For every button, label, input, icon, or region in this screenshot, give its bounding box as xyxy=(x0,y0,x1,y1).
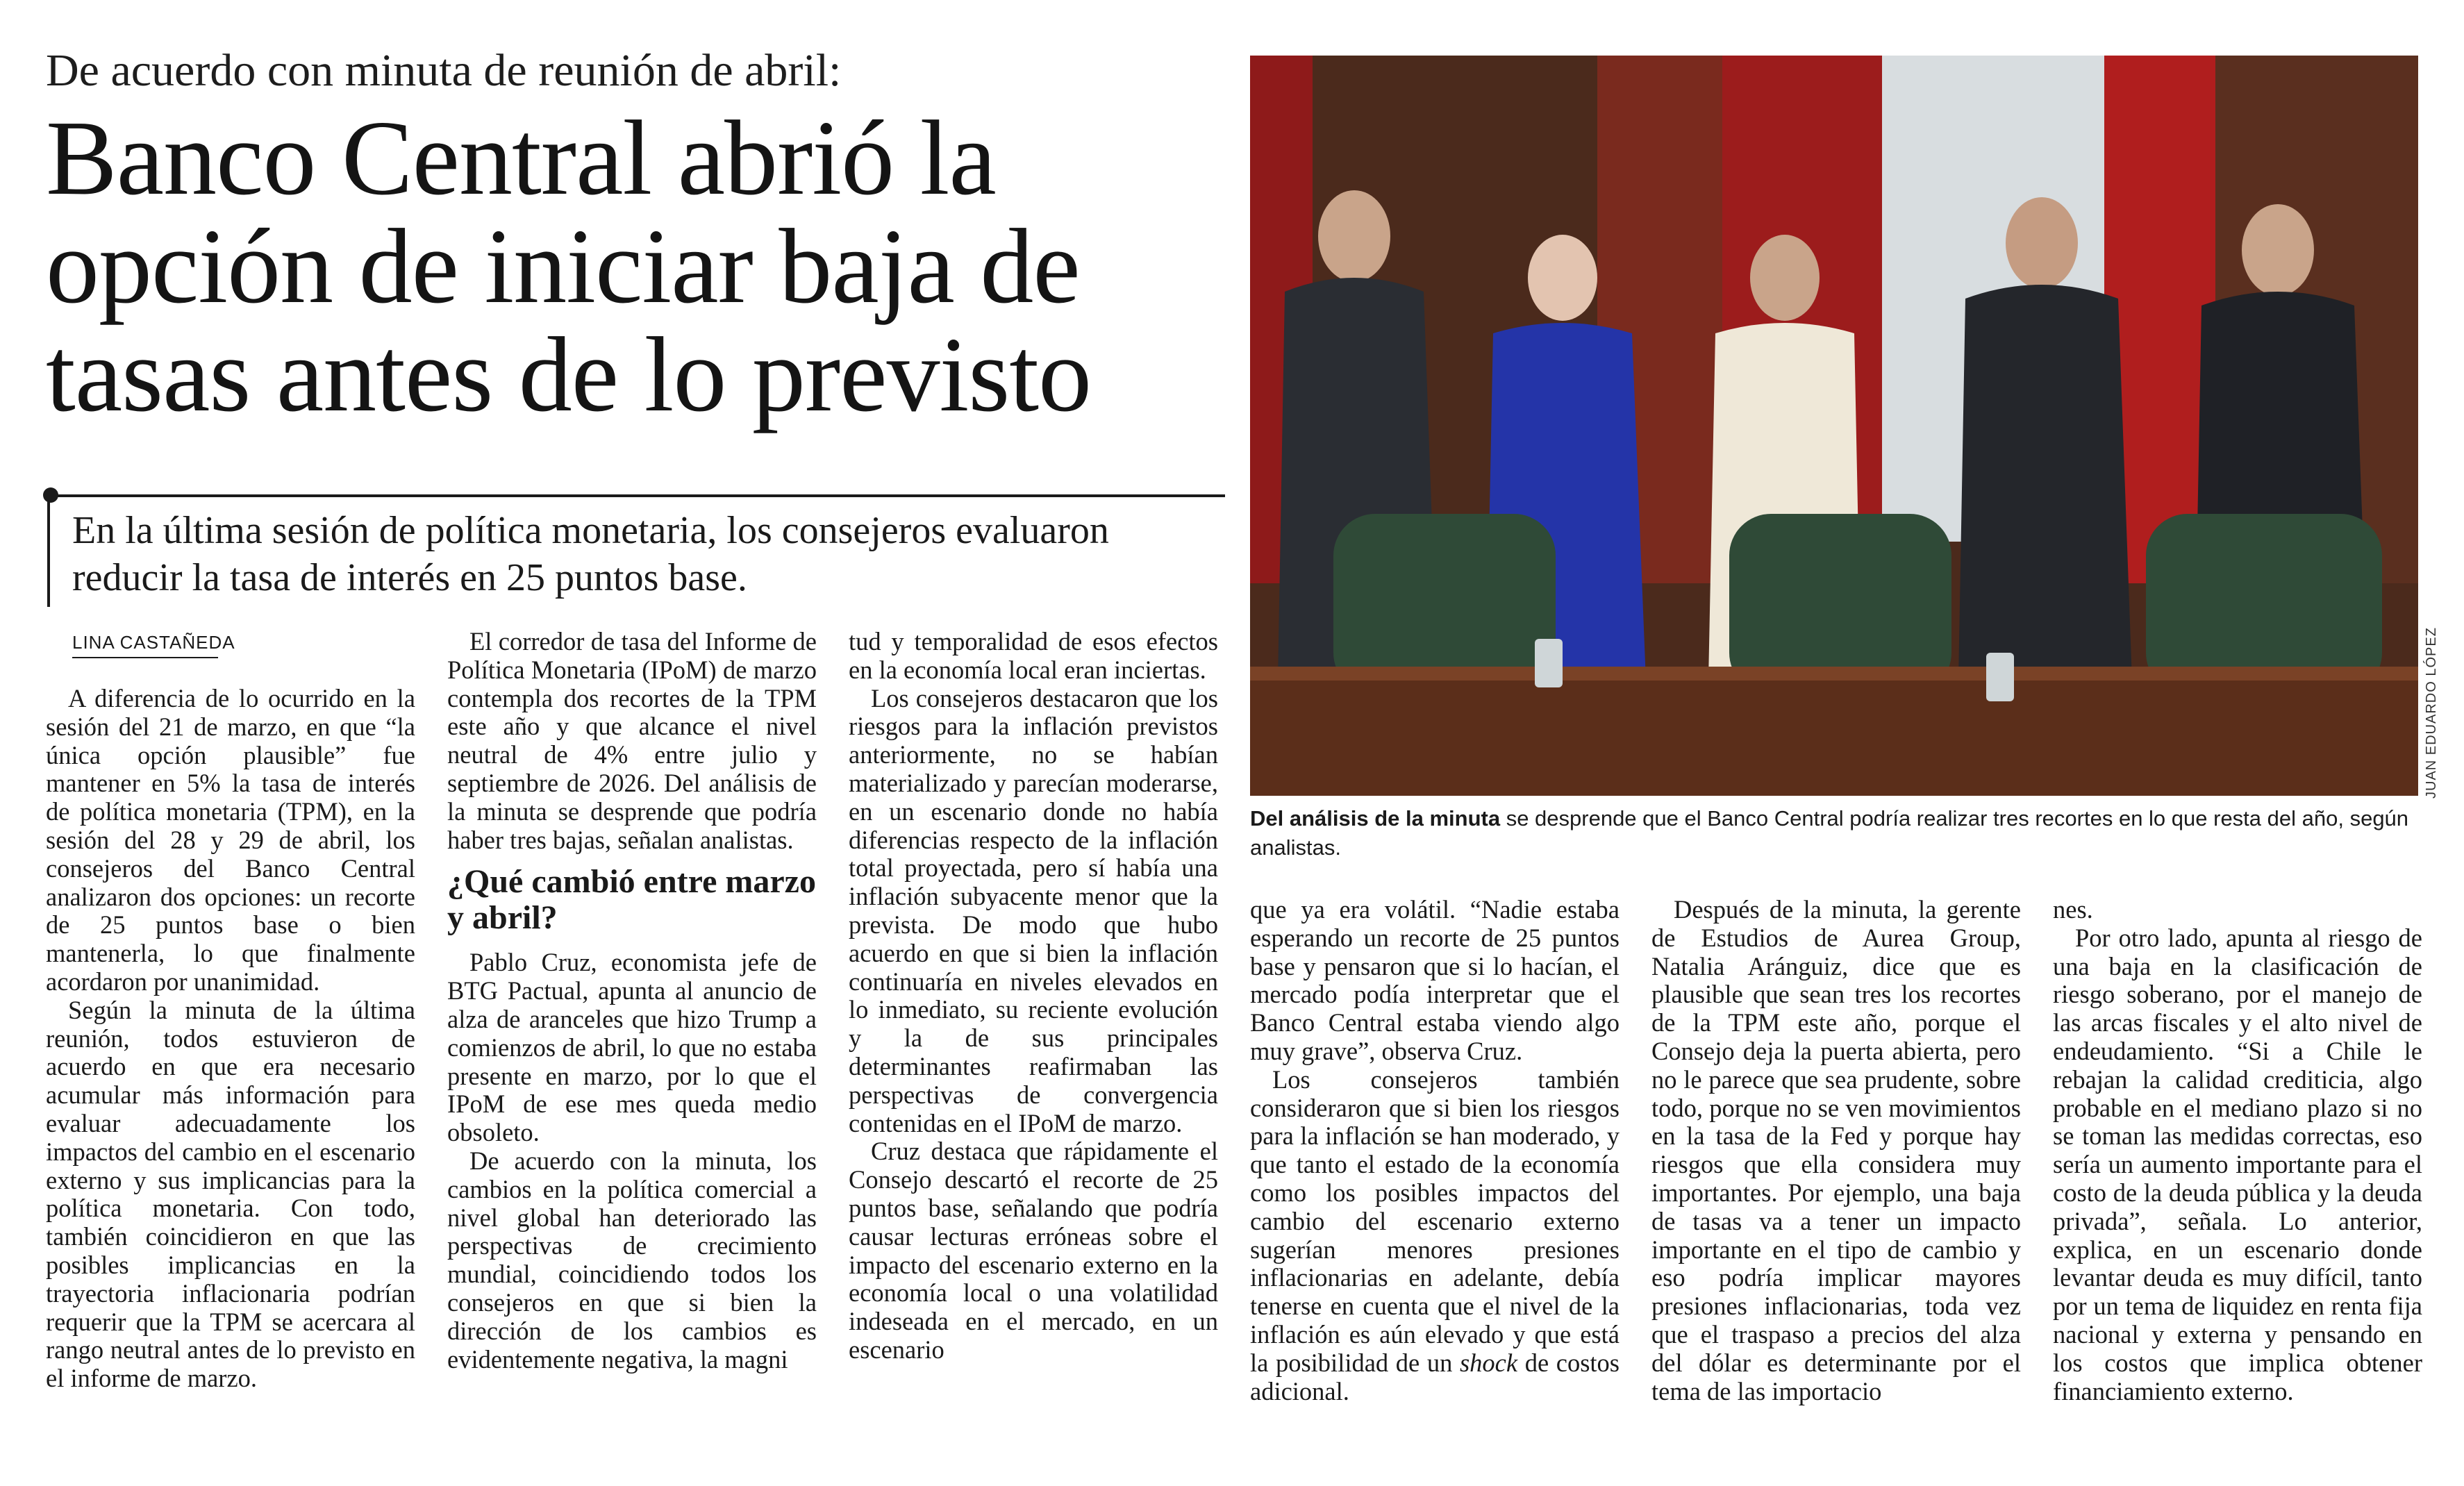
paragraph-3: El corredor de tasa del Informe de Política Monetaria (IPoM) de marzo contempla dos recortes de la TPM este año y que alcance el nivel neutral de 4% entre julio y septiembre de 2026. Del análisis de la minuta se desprende que podría haber tres bajas, señalan analistas. xyxy=(447,627,817,854)
article-column-2 xyxy=(447,628,817,1374)
subheading: ¿Qué cambió entre marzo y abril? xyxy=(447,863,816,937)
article-column-1 xyxy=(46,685,415,1393)
paragraph-9-continued: nes. xyxy=(2053,895,2093,924)
paragraph-7: Cruz destaca que rápidamente el Consejo descartó el recorte de 25 puntos base, señalando que podría causar lecturas erróneas sobre el impacto del escenario externo en la economía local o una volatilidad indeseada en el mercado, en un escenario xyxy=(849,1137,1218,1364)
paragraph-2: Según la minuta de la última reunión, todos estuvieron de acuerdo en que era necesario acumular más información para evaluar adecuadamente los impactos del cambio en el escenario externo y sus implicancias para la política monetaria. Con todo, también coincidieron en que las posibles implicancias en la trayectoria inflacionaria podrían requerir que la TPM se acercara al rango neutral antes de lo previsto en el informe de marzo. xyxy=(46,995,415,1393)
headline-line-1: Banco Central abrió la xyxy=(46,99,996,217)
photo-caption xyxy=(1250,804,2431,862)
headline-line-3: tasas antes de lo previsto xyxy=(46,316,1092,434)
paragraph-4: Pablo Cruz, economista jefe de BTG Pactual, apunta al anuncio de alza de aranceles que hizo Trump a comienzos de abril, lo que no estaba presente en marzo, por lo que el IPoM de ese mes queda medio obsoleto. xyxy=(447,948,817,1147)
paragraph-1: A diferencia de lo ocurrido en la sesión del 21 de marzo, en que “la única opción plausible” fue mantener en 5% la tasa de interés de política monetaria (TPM), en la sesión del 28 y 29 de abril, los consejeros del Banco Central analizaron dos opciones: un recorte de 25 puntos base o bien mantenerla, lo que finalmente acordaron por unanimidad. xyxy=(46,684,415,996)
headline xyxy=(46,99,1226,434)
lead-rule xyxy=(46,494,1225,497)
lead-bar xyxy=(47,496,50,607)
article-column-3 xyxy=(849,628,1218,1364)
paragraph-7-continued: que ya era volátil. “Nadie estaba esperando un recorte de 25 puntos base y pensaron que si lo hacían, el mercado podía interpretar que el Banco Central estaba viendo algo muy grave”, observa Cruz. xyxy=(1250,895,1620,1065)
lead-bullet xyxy=(43,487,58,503)
article-column-6 xyxy=(2053,896,2422,1405)
paragraph-8-text: Los consejeros también consideraron que si bien los riesgos para la inflación se han moderado, y que tanto el estado de la economía como los posibles impactos del cambio del escenario externo sugerían menores presiones inflacionarias en adelante, debía tenerse en cuenta que el nivel de la inflación es aún elevado y que está la posibilidad de un xyxy=(1250,1065,1620,1377)
paragraph-6: Los consejeros destacaron que los riesgos para la inflación previstos anteriormente, no se habían materializado y parecían moderarse, en un escenario donde no había diferencias respecto de la inflación total proyectada, pero sí había una inflación subyacente menor que la prevista. De modo que hubo acuerdo en que si bien la inflación continuaría en niveles elevados en lo inmediato, su reciente evolución y la de sus principales determinantes reafirmaban las perspectivas de convergencia contenidas en el IPoM de marzo. xyxy=(849,683,1218,1137)
board-members-photo xyxy=(1250,56,2418,796)
paragraph-5-continued: tud y temporalidad de esos efectos en la economía local eran inciertas. xyxy=(849,627,1218,684)
caption-text: se desprende que el Banco Central podría realizar tres recortes en lo que resta del año, según analistas. xyxy=(1250,806,2409,860)
paragraph-8 xyxy=(1250,1066,1620,1406)
article-column-4 xyxy=(1250,896,1620,1405)
byline-underline xyxy=(72,657,218,658)
photo-credit: JUAN EDUARDO LÓPEZ xyxy=(2424,627,2439,799)
paragraph-9: Después de la minuta, la gerente de Estudios de Aurea Group, Natalia Aránguiz, dice que es plausible que sean tres los recortes de la TPM este año, porque el Consejo deja la puerta abierta, pero no le parece que sea prudente, sobre todo, porque no se ven movimientos en la tasa de la Fed y porque hay riesgos que ella considera muy importantes. Por ejemplo, una baja de tasas va a tener un impacto importante en el tipo de cambio y eso podría implicar mayores presiones inflacionarias, toda vez que el traspaso a precios del alza del dólar es determinante por el tema de las importacio xyxy=(1651,895,2021,1405)
paragraph-10: Por otro lado, apunta al riesgo de una baja en la clasificación de riesgo soberano, por el manejo de las arcas fiscales y el alto nivel de endeudamiento. “Si a Chile le rebajan la calidad crediticia, algo probable en el mediano plazo si no se toman las medidas correctas, eso sería un aumento importante para el costo de la deuda pública y la deuda privada”, señala. Lo anterior, explica, en un escenario donde levantar deuda es muy difícil, tanto por un tema de liquidez en renta fija nacional y externa y pensando en los costos que implica obtener financiamiento externo. xyxy=(2053,923,2422,1405)
byline: LINA CASTAÑEDA xyxy=(72,632,235,653)
paragraph-8-end: de costos adicional. xyxy=(1250,1348,1620,1405)
paragraph-5: De acuerdo con la minuta, los cambios en la política comercial a nivel global han deteriorado las perspectivas de crecimiento mundial, coincidiendo todos los consejeros en que si bien la dirección de los cambios es evidentemente negativa, la magni xyxy=(447,1146,817,1374)
article-column-5 xyxy=(1651,896,2021,1405)
article-photo xyxy=(1250,56,2418,796)
subhead: En la última sesión de política monetaria, los consejeros evaluaron reducir la tasa de interés en 25 puntos base. xyxy=(72,509,1109,599)
headline-line-2: opción de iniciar baja de xyxy=(46,208,1080,326)
paragraph-8-emphasis: shock xyxy=(1459,1348,1518,1377)
kicker: De acuerdo con minuta de reunión de abril: xyxy=(46,45,842,96)
caption-bold: Del análisis de la minuta xyxy=(1250,806,1501,830)
